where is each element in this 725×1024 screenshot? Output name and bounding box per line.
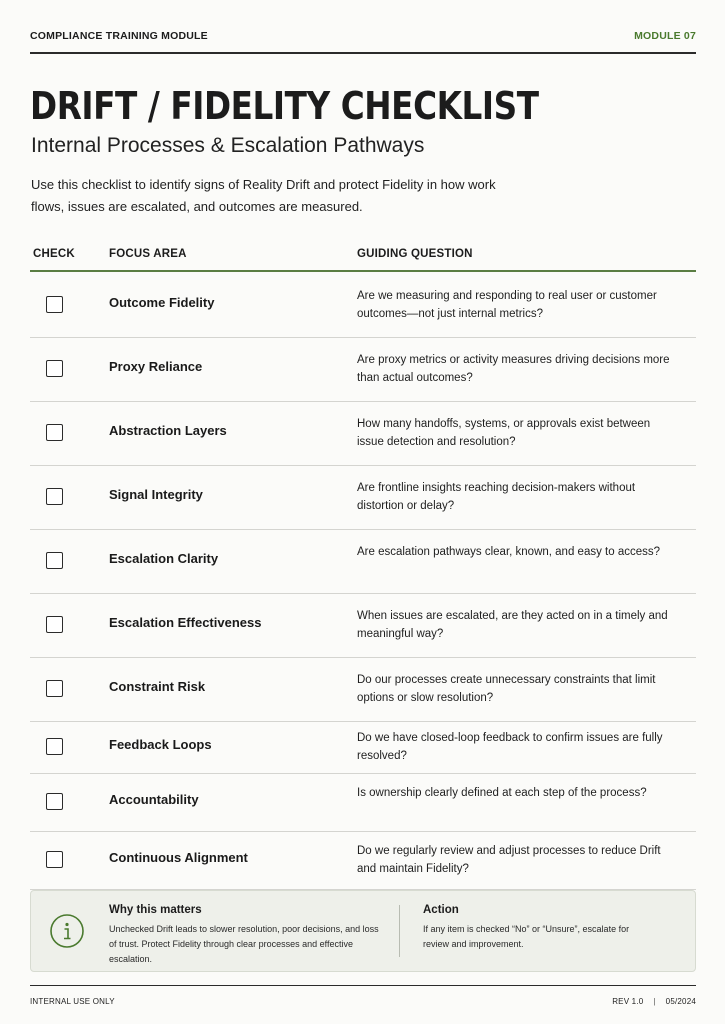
action-body: If any item is checked “No” or “Unsure”, escalate for review and improvement. [423, 924, 630, 949]
checklist-checkbox[interactable] [46, 552, 63, 569]
page-title: DRIFT / FIDELITY CHECKLIST [30, 84, 539, 128]
table-row [30, 832, 696, 890]
footer-classification: INTERNAL USE ONLY [30, 997, 115, 1006]
info-icon [49, 913, 85, 949]
focus-area-label: Continuous Alignment [109, 850, 248, 865]
footer-separator: | [653, 997, 656, 1006]
checklist-checkbox[interactable] [46, 680, 63, 697]
guiding-question-text: How many handoffs, systems, or approvals exist between issue detection and resolution? [357, 418, 651, 448]
footer-date: 05/2024 [665, 997, 696, 1006]
checklist-checkbox[interactable] [46, 738, 63, 755]
table-row [30, 530, 696, 594]
checklist-table [30, 274, 696, 890]
focus-area-label: Feedback Loops [109, 737, 212, 752]
table-row [30, 274, 696, 338]
guiding-question-text: Are proxy metrics or activity measures driving decisions more than actual outcomes? [357, 354, 670, 384]
focus-area-label: Outcome Fidelity [109, 295, 215, 310]
callout-divider [399, 905, 400, 957]
checklist-checkbox[interactable] [46, 296, 63, 313]
focus-area-label: Escalation Clarity [109, 551, 219, 566]
checklist-checkbox[interactable] [46, 424, 63, 441]
table-row [30, 722, 696, 774]
page-subtitle: Internal Processes & Escalation Pathways [31, 134, 425, 157]
module-name: COMPLIANCE TRAINING MODULE [30, 30, 208, 42]
guiding-question-text: Do our processes create unnecessary constraints that limit options or slow resolution? [357, 674, 656, 704]
intro-text: Use this checklist to identify signs of Reality Drift and protect Fidelity in how work flows, issues are escalated, and outcomes are measured. [31, 177, 496, 214]
guiding-question-text: Are we measuring and responding to real user or customer outcomes—not just internal metrics? [357, 290, 657, 320]
footer-revision: REV 1.0 [612, 997, 644, 1006]
guiding-question-text: When issues are escalated, are they acted on in a timely and meaningful way? [357, 610, 668, 640]
checklist-checkbox[interactable] [46, 360, 63, 377]
guiding-question-text: Do we regularly review and adjust processes to reduce Drift and maintain Fidelity? [357, 845, 661, 875]
checklist-checkbox[interactable] [46, 488, 63, 505]
checklist-checkbox[interactable] [46, 851, 63, 868]
focus-area-label: Escalation Effectiveness [109, 615, 262, 630]
top-bar [30, 30, 696, 54]
focus-area-label: Proxy Reliance [109, 359, 203, 374]
module-number: MODULE 07 [634, 30, 696, 42]
checklist-checkbox[interactable] [46, 793, 63, 810]
footer-meta [612, 997, 696, 1006]
page-footer [30, 985, 696, 1005]
table-row [30, 594, 696, 658]
why-this-matters-body: Unchecked Drift leads to slower resolution, poor decisions, and loss of trust. Protect Fidelity through clear processes and effective escalation. [109, 924, 379, 964]
focus-area-label: Constraint Risk [109, 679, 206, 694]
column-header-guiding-question: GUIDING QUESTION [357, 248, 473, 260]
callout-box [30, 890, 696, 972]
column-header-focus-area: FOCUS AREA [109, 248, 187, 260]
table-row [30, 774, 696, 832]
checklist-checkbox[interactable] [46, 616, 63, 633]
guiding-question-text: Is ownership clearly defined at each step of the process? [357, 787, 647, 799]
action-title: Action [423, 904, 459, 916]
guiding-question-text: Are frontline insights reaching decision-makers without distortion or delay? [357, 482, 636, 512]
focus-area-label: Abstraction Layers [109, 423, 227, 438]
focus-area-label: Signal Integrity [109, 487, 203, 502]
why-this-matters-title: Why this matters [109, 904, 202, 916]
focus-area-label: Accountability [109, 792, 199, 807]
table-row [30, 658, 696, 722]
table-row [30, 402, 696, 466]
column-header-check: CHECK [33, 248, 75, 260]
guiding-question-text: Are escalation pathways clear, known, and easy to access? [357, 546, 661, 558]
table-header [30, 244, 696, 272]
table-row [30, 466, 696, 530]
table-row [30, 338, 696, 402]
guiding-question-text: Do we have closed-loop feedback to confirm issues are fully resolved? [357, 732, 663, 762]
